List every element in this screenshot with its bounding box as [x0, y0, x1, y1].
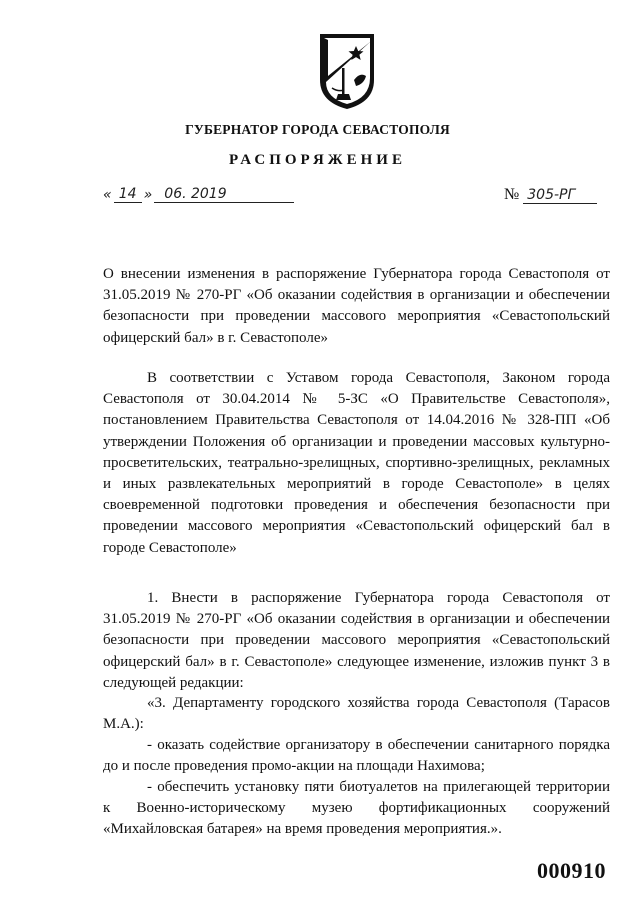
date-month-year: 06. 2019 — [154, 186, 294, 203]
page-title: ГУБЕРНАТОР ГОРОДА СЕВАСТОПОЛЯ — [185, 122, 450, 137]
item-1-paragraph: 1. Внести в распоряжение Губернатора города Севастополя от 31.05.2019 № 270-РГ «Об оказании содействия в организации и обеспечении безопасности при проведении массового мероприятия «Севастопольский офицерский бал» в г. Севастополе» следующее изменение, изложив пункт 3 в следующей редакции: — [103, 590, 610, 691]
serial-number: 000910 — [537, 858, 606, 883]
date-close-quote: » — [143, 187, 153, 203]
document-date — [103, 186, 294, 203]
coat-of-arms-icon — [318, 30, 376, 110]
number-value: 305-РГ — [523, 187, 597, 204]
bullet-sanitation: - оказать содействие организатору в обеспечении санитарного порядка до и после проведения промо-акции на площади Нахимова; — [103, 737, 610, 775]
preamble-paragraph: В соответствии с Уставом города Севастополя, Законом города Севастополя от 30.04.2014 № 5-ЗС «О Правительстве Севастополя», постановлением Правительства Севастополя от 14.04.2016 № 328-ПП «Об утверждении Положения об организации и проведении массовых культурно-просветительских, театрально-зрелищных, спортивно-зрелищных, рекламных и иных развлекательных мероприятий в городе Севастополе» в целях своевременной подготовки проведения и обеспечения безопасности при проведении массового мероприятия «Севастопольский офицерский бал в городе Севастополе» — [103, 370, 610, 556]
date-day: 14 — [114, 186, 142, 203]
bullet-toilets: - обеспечить установку пяти биотуалетов на прилегающей территории к Военно-историческому музею фортификационных сооружений «Михайловская батарея» на время проведения мероприятия.». — [103, 779, 610, 838]
number-label: № — [504, 186, 520, 203]
date-open-quote: « — [103, 187, 112, 203]
document-subject: О внесении изменения в распоряжение Губернатора города Севастополя от 31.05.2019 № 270-РГ «Об оказании содействия в организации и обеспечении безопасности при проведении массового мероприятия «Севастопольский офицерский бал» в г. Севастополе» — [103, 266, 610, 346]
document-type: РАСПОРЯЖЕНИЕ — [229, 152, 406, 168]
item-3-paragraph: «3. Департаменту городского хозяйства города Севастополя (Тарасов М.А.): — [103, 695, 610, 733]
document-number — [504, 186, 597, 204]
